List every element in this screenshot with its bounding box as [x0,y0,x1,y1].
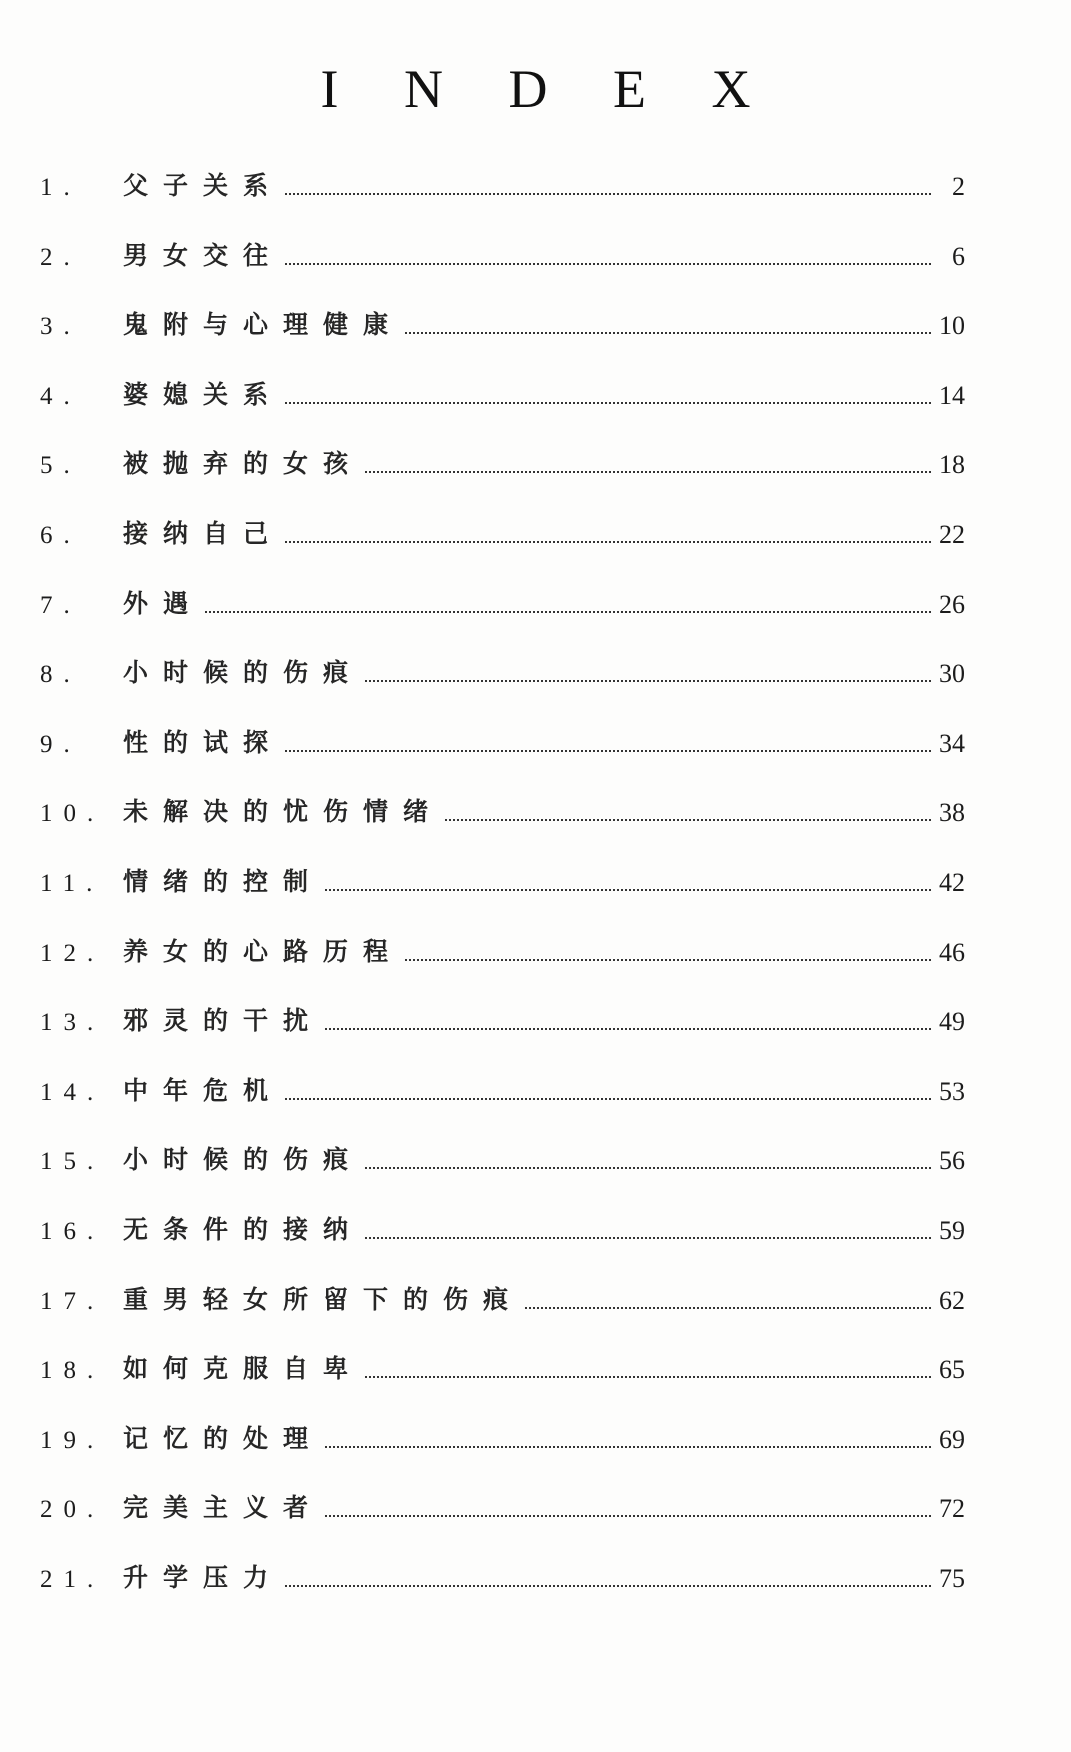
entry-page-number: 49 [939,1007,965,1037]
entry-number: 2. [40,243,81,271]
entry-number: 21. [40,1566,105,1593]
entry-page-number: 75 [939,1564,965,1593]
entry-number: 10. [40,800,105,828]
dot-leader [285,1097,931,1100]
entry-title: 父子关系 [123,171,284,200]
toc-entry [40,1484,965,1524]
dot-leader [325,1514,931,1517]
dot-leader [325,1445,931,1448]
entry-title: 邪灵的干扰 [123,1006,324,1036]
entry-title: 接纳自己 [123,519,284,548]
toc-entry [40,788,965,828]
dot-leader [205,610,931,613]
dot-leader [325,1027,931,1030]
entry-number: 18. [40,1357,105,1385]
entry-title: 小时候的伤痕 [123,658,364,688]
entry-number: 11. [40,870,104,897]
entry-number: 7. [40,591,81,619]
dot-leader [525,1306,931,1309]
entry-number: 13. [40,1009,105,1037]
entry-page-number: 42 [939,868,965,897]
page-title: I N D E X [320,59,777,119]
dot-leader [365,470,931,473]
entry-title: 外遇 [123,588,204,618]
entry-number: 12. [40,939,105,967]
toc-entry [40,580,965,620]
dot-leader [285,540,931,543]
entry-title: 鬼附与心理健康 [123,310,404,340]
dot-leader [285,401,931,404]
dot-leader [285,749,931,752]
entry-number: 4. [40,382,81,410]
entry-number: 1. [40,174,81,201]
dot-leader [445,818,931,821]
toc-entry [40,997,965,1037]
dot-leader [325,888,931,891]
toc-entry [40,1415,965,1455]
toc-entry [40,1136,965,1176]
entry-number: 16. [40,1218,105,1245]
toc-entry [40,232,965,272]
toc-entry [40,719,965,759]
entry-title: 小时候的伤痕 [123,1145,364,1175]
dot-leader [285,262,931,265]
entry-page-number: 34 [939,728,965,758]
entry-title: 无条件的接纳 [123,1215,364,1244]
toc-entry [40,301,965,341]
toc-entry [40,1554,965,1594]
entry-page-number: 18 [939,450,965,480]
entry-number: 20. [40,1496,105,1524]
entry-title: 完美主义者 [123,1493,324,1523]
entry-page-number: 69 [939,1424,965,1454]
entry-page-number: 22 [939,520,965,549]
entry-page-number: 38 [939,798,965,828]
entry-number: 19. [40,1426,105,1454]
entry-number: 8. [40,661,81,689]
dot-leader [285,192,931,195]
entry-title: 情绪的控制 [123,867,324,896]
entry-title: 被抛弃的女孩 [123,449,364,479]
entry-number: 14. [40,1078,105,1106]
toc-entry [40,1206,965,1246]
entry-page-number: 59 [939,1216,965,1245]
dot-leader [405,331,931,334]
toc-entry [40,162,965,202]
entry-title: 未解决的忧伤情绪 [123,797,444,827]
toc-entry [40,649,965,689]
entry-page-number: 56 [939,1146,965,1176]
entry-number: 3. [40,313,81,341]
entry-title: 男女交往 [123,240,284,270]
entry-title: 性的试探 [123,727,284,757]
entry-page-number: 53 [939,1076,965,1106]
entry-title: 升学压力 [123,1563,284,1592]
entry-page-number: 62 [939,1285,965,1315]
entry-page-number: 46 [939,937,965,967]
entry-title: 记忆的处理 [123,1423,324,1453]
entry-page-number: 10 [939,311,965,341]
entry-title: 如何克服自卑 [123,1354,364,1384]
entry-page-number: 2 [952,172,965,201]
entry-page-number: 30 [939,659,965,689]
entry-page-number: 26 [939,589,965,619]
entry-page-number: 72 [939,1494,965,1524]
toc-entry [40,928,965,968]
dot-leader [365,1236,931,1239]
dot-leader [365,679,931,682]
entry-title: 婆媳关系 [123,379,284,409]
toc-entry [40,1276,965,1316]
toc-entry [40,1345,965,1385]
entry-number: 17. [40,1287,105,1315]
entry-page-number: 14 [939,380,965,410]
entry-number: 15. [40,1148,105,1176]
entry-number: 9. [40,730,81,758]
toc-entry [40,371,965,411]
entry-title: 养女的心路历程 [123,936,404,966]
entry-title: 中年危机 [123,1075,284,1105]
entry-page-number: 6 [952,241,965,271]
dot-leader [365,1166,931,1169]
toc-entry [40,858,965,898]
dot-leader [365,1375,931,1378]
entry-number: 5. [40,452,81,480]
entry-title: 重男轻女所留下的伤痕 [123,1284,524,1314]
dot-leader [405,958,931,961]
toc-entry [40,510,965,550]
toc-entry [40,1067,965,1107]
dot-leader [285,1584,931,1587]
toc-entry [40,440,965,480]
entry-page-number: 65 [939,1355,965,1385]
entry-number: 6. [40,522,81,549]
